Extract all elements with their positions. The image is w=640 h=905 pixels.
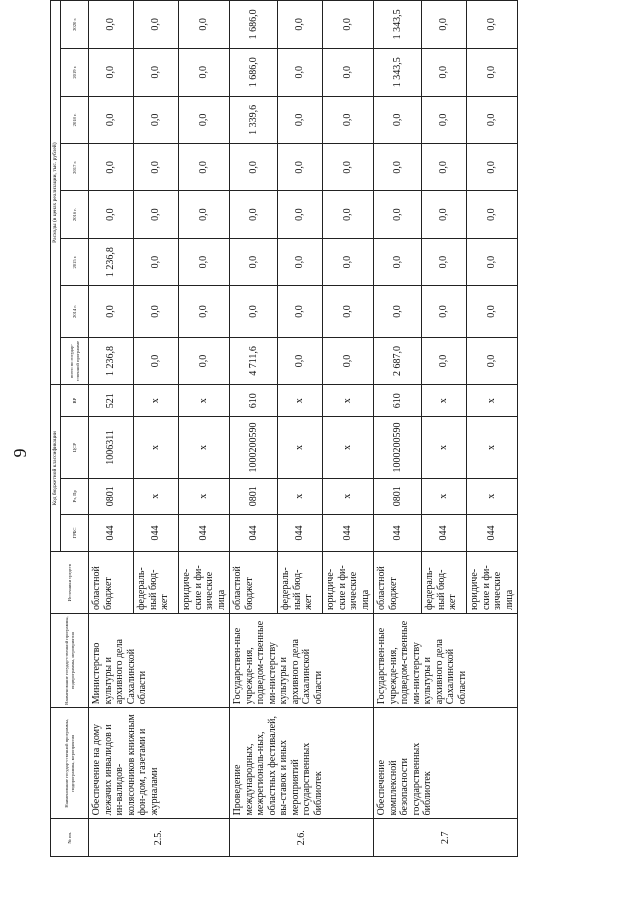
cell-2018: 0,0 — [323, 96, 374, 144]
funding-source: федераль-ный бюд-жет — [278, 552, 323, 614]
cell-2018: 0,0 — [278, 96, 323, 144]
row-number: 2.7 — [374, 819, 518, 857]
cell-csr: 1000200590 — [374, 417, 422, 479]
header-vr: ВР — [61, 385, 89, 417]
funding-source: юридиче-ские и фи-зические лица — [467, 552, 518, 614]
cell-2019: 0,0 — [278, 48, 323, 96]
cell-2016: 0,0 — [179, 191, 230, 238]
cell-grbs: 044 — [422, 514, 467, 552]
page-number: 9 — [10, 448, 30, 458]
cell-2017: 0,0 — [134, 144, 179, 191]
cell-rzpr: х — [467, 478, 518, 514]
cell-2020: 0,0 — [179, 1, 230, 49]
cell-total: 2 687,0 — [374, 337, 422, 385]
table-row — [89, 1, 134, 857]
cell-2015: 0,0 — [278, 238, 323, 286]
cell-csr: 1006311 — [89, 417, 134, 479]
cell-2015: 0,0 — [374, 238, 422, 286]
cell-2015: 0,0 — [179, 238, 230, 286]
cell-vr: х — [467, 385, 518, 417]
cell-2020: 0,0 — [134, 1, 179, 49]
cell-total: 0,0 — [278, 337, 323, 385]
cell-2014: 0,0 — [374, 286, 422, 337]
header-csr: ЦСР — [61, 417, 89, 479]
header-expenses-group: Расходы (в ценах реализации, тыс. рублей) — [51, 1, 61, 385]
funding-source: областной бюджет — [230, 552, 278, 614]
cell-2018: 0,0 — [422, 96, 467, 144]
cell-grbs: 044 — [374, 514, 422, 552]
cell-vr: 610 — [374, 385, 422, 417]
cell-total: 0,0 — [323, 337, 374, 385]
cell-csr: х — [467, 417, 518, 479]
funding-source: областной бюджет — [89, 552, 134, 614]
cell-2015: 0,0 — [134, 238, 179, 286]
cell-2018: 0,0 — [89, 96, 134, 144]
cell-2015: 0,0 — [323, 238, 374, 286]
cell-rzpr: х — [278, 478, 323, 514]
header-name: Наименование государ-ственной программы, подпрограммы, мероприятия — [51, 708, 89, 819]
cell-2014: 0,0 — [278, 286, 323, 337]
cell-csr: х — [323, 417, 374, 479]
cell-2014: 0,0 — [323, 286, 374, 337]
cell-2018: 0,0 — [467, 96, 518, 144]
funding-source: юридиче-ские и фи-зические лица — [323, 552, 374, 614]
cell-vr: х — [323, 385, 374, 417]
cell-2017: 0,0 — [89, 144, 134, 191]
measure-name: Проведение международных, межрегиональ-ных, областных фестивалей, вы-ставок и иных мероприятий государственных библиотек — [230, 708, 374, 819]
header-2015: 2015 г. — [61, 238, 89, 286]
cell-2019: 1 686,0 — [230, 48, 278, 96]
cell-2017: 0,0 — [179, 144, 230, 191]
cell-rzpr: 0801 — [374, 478, 422, 514]
header-2019: 2019 г. — [61, 48, 89, 96]
header-grbs: ГРБС — [61, 514, 89, 552]
cell-vr: 610 — [230, 385, 278, 417]
cell-2016: 0,0 — [467, 191, 518, 238]
cell-2017: 0,0 — [422, 144, 467, 191]
header-2018: 2018 г. — [61, 96, 89, 144]
funding-source: федераль-ный бюд-жет — [422, 552, 467, 614]
cell-2018: 0,0 — [374, 96, 422, 144]
cell-2015: 0,0 — [422, 238, 467, 286]
header-code-group: Код бюджетной классификации — [51, 385, 61, 552]
cell-2018: 0,0 — [134, 96, 179, 144]
cell-vr: х — [134, 385, 179, 417]
cell-2014: 0,0 — [89, 286, 134, 337]
header-executor: Наименование государ-ственной программы, подпрограммы, мероприятия — [51, 613, 89, 707]
cell-total: 0,0 — [422, 337, 467, 385]
cell-rzpr: 0801 — [89, 478, 134, 514]
cell-grbs: 044 — [323, 514, 374, 552]
cell-vr: х — [179, 385, 230, 417]
cell-csr: х — [422, 417, 467, 479]
cell-grbs: 044 — [179, 514, 230, 552]
cell-2016: 0,0 — [374, 191, 422, 238]
cell-2015: 1 236,8 — [89, 238, 134, 286]
header-2016: 2016 г. — [61, 191, 89, 238]
header-no: № пп. — [51, 819, 89, 857]
header-2020: 2020 г. — [61, 1, 89, 49]
cell-2014: 0,0 — [134, 286, 179, 337]
cell-2019: 0,0 — [467, 48, 518, 96]
cell-grbs: 044 — [467, 514, 518, 552]
cell-2016: 0,0 — [422, 191, 467, 238]
table-row — [374, 1, 422, 857]
cell-2019: 0,0 — [89, 48, 134, 96]
budget-table — [50, 0, 518, 857]
header-rzpr: Рз, Пр — [61, 478, 89, 514]
cell-vr: 521 — [89, 385, 134, 417]
cell-2020: 0,0 — [422, 1, 467, 49]
row-number: 2.6. — [230, 819, 374, 857]
cell-2019: 1 343,5 — [374, 48, 422, 96]
cell-2015: 0,0 — [230, 238, 278, 286]
header-source: Источники средств — [51, 552, 89, 614]
cell-2017: 0,0 — [230, 144, 278, 191]
cell-2018: 0,0 — [179, 96, 230, 144]
cell-csr: х — [179, 417, 230, 479]
cell-2016: 0,0 — [230, 191, 278, 238]
table-row — [230, 1, 278, 857]
cell-2014: 0,0 — [422, 286, 467, 337]
cell-rzpr: х — [323, 478, 374, 514]
cell-total: 0,0 — [467, 337, 518, 385]
cell-rzpr: х — [422, 478, 467, 514]
cell-total: 0,0 — [134, 337, 179, 385]
cell-rzpr: х — [179, 478, 230, 514]
cell-total: 0,0 — [179, 337, 230, 385]
cell-rzpr: 0801 — [230, 478, 278, 514]
cell-2015: 0,0 — [467, 238, 518, 286]
executor-name: Государствен-ные учрежде-ния, подведом-ственные ми-нистерству культуры и архивного дела Сахалинской области — [230, 613, 374, 707]
cell-2019: 0,0 — [134, 48, 179, 96]
cell-2016: 0,0 — [278, 191, 323, 238]
cell-2016: 0,0 — [323, 191, 374, 238]
funding-source: федераль-ный бюд-жет — [134, 552, 179, 614]
cell-total: 4 711,6 — [230, 337, 278, 385]
executor-name: Государствен-ные учрежде-ния, подведом-ственные ми-нистерству культуры и архивного дела Сахалинской области — [374, 613, 518, 707]
cell-grbs: 044 — [134, 514, 179, 552]
measure-name: Обеспечение комплексной безопасности государственных библиотек — [374, 708, 518, 819]
cell-2019: 0,0 — [323, 48, 374, 96]
cell-2020: 0,0 — [278, 1, 323, 49]
cell-2019: 0,0 — [422, 48, 467, 96]
cell-csr: х — [278, 417, 323, 479]
cell-total: 1 236,8 — [89, 337, 134, 385]
cell-rzpr: х — [134, 478, 179, 514]
row-number: 2.5. — [89, 819, 230, 857]
cell-csr: х — [134, 417, 179, 479]
executor-name: Министерство культуры и архивного дела Сахалинской области — [89, 613, 230, 707]
cell-2020: 1 686,0 — [230, 1, 278, 49]
cell-csr: 1000200590 — [230, 417, 278, 479]
cell-2016: 0,0 — [89, 191, 134, 238]
cell-2017: 0,0 — [374, 144, 422, 191]
cell-2019: 0,0 — [179, 48, 230, 96]
funding-source: областной бюджет — [374, 552, 422, 614]
cell-2014: 0,0 — [179, 286, 230, 337]
cell-2017: 0,0 — [278, 144, 323, 191]
cell-2017: 0,0 — [323, 144, 374, 191]
cell-vr: х — [278, 385, 323, 417]
header-2014: 2014 г. — [61, 286, 89, 337]
cell-2014: 0,0 — [467, 286, 518, 337]
funding-source: юридиче-ские и фи-зические лица — [179, 552, 230, 614]
cell-2016: 0,0 — [134, 191, 179, 238]
cell-2020: 0,0 — [467, 1, 518, 49]
cell-2014: 0,0 — [230, 286, 278, 337]
cell-2018: 1 339,6 — [230, 96, 278, 144]
cell-vr: х — [422, 385, 467, 417]
cell-grbs: 044 — [89, 514, 134, 552]
cell-2017: 0,0 — [467, 144, 518, 191]
header-total: всего по государ-ственной программе — [61, 337, 89, 385]
measure-name: Обеспечение на дому лежачих инвалидов и ин-валидов-колясочников книжным фон-дом, газетами и журналами — [89, 708, 230, 819]
header-2017: 2017 г. — [61, 144, 89, 191]
cell-2020: 0,0 — [323, 1, 374, 49]
cell-2020: 1 343,5 — [374, 1, 422, 49]
cell-2020: 0,0 — [89, 1, 134, 49]
cell-grbs: 044 — [230, 514, 278, 552]
cell-grbs: 044 — [278, 514, 323, 552]
